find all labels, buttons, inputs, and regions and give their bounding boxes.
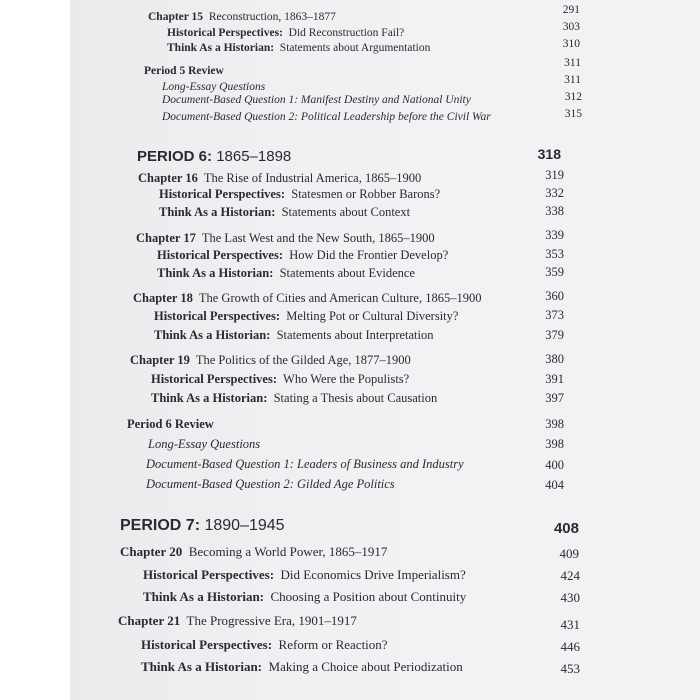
page-number: 319 <box>545 168 564 182</box>
page-number: 409 <box>559 546 579 561</box>
period-heading: PERIOD 7: 1890–1945 <box>120 517 285 534</box>
page-number: 404 <box>545 478 564 492</box>
toc-long-essay-questions: Long-Essay Questions <box>162 81 266 93</box>
page-number: 318 <box>537 146 561 162</box>
toc-historical-perspectives: Historical Perspectives: Who Were the Populists? <box>151 372 410 386</box>
page-number: 338 <box>545 204 564 218</box>
toc-historical-perspectives: Historical Perspectives: How Did the Frontier Develop? <box>157 248 449 262</box>
page-number: 311 <box>564 57 581 69</box>
page-number: 315 <box>564 108 582 120</box>
toc-think-as-historian: Think As a Historian: Statements about Interpretation <box>154 328 434 342</box>
page-number: 311 <box>564 74 581 86</box>
toc-think-as-historian: Think As a Historian: Making a Choice about Periodization <box>141 659 463 674</box>
toc-long-essay-questions: Long-Essay Questions <box>148 437 261 451</box>
toc-think-as-historian: Think As a Historian: Statements about Context <box>159 205 411 219</box>
toc-historical-perspectives: Historical Perspectives: Statesmen or Robber Barons? <box>159 187 441 201</box>
toc-think-as-historian: Think As a Historian: Statements about Evidence <box>157 266 415 280</box>
page-number: 339 <box>545 228 564 242</box>
page-number: 446 <box>560 639 580 654</box>
toc-document-based-question: Document-Based Question 2: Gilded Age Politics <box>146 477 395 491</box>
page-number: 291 <box>562 4 580 16</box>
page-number: 397 <box>545 391 564 405</box>
toc-chapter-20: Chapter 20 Becoming a World Power, 1865–1917 <box>120 544 388 559</box>
toc-period-review: Period 5 Review <box>144 65 224 77</box>
page-number: 453 <box>560 661 580 676</box>
toc-document-based-question: Document-Based Question 1: Manifest Destiny and National Unity <box>162 94 471 106</box>
page-number: 430 <box>560 590 580 605</box>
period-heading: PERIOD 6: 1865–1898 <box>137 148 292 165</box>
page-number: 360 <box>545 289 564 303</box>
toc-document-based-question: Document-Based Question 2: Political Leadership before the Civil War <box>162 111 491 123</box>
page-number: 332 <box>545 186 564 200</box>
page-number: 379 <box>545 328 564 342</box>
page-number: 408 <box>553 520 579 537</box>
toc-period-review: Period 6 Review <box>127 417 214 431</box>
toc-document-based-question: Document-Based Question 1: Leaders of Business and Industry <box>146 457 464 471</box>
toc-chapter-17: Chapter 17 The Last West and the New South, 1865–1900 <box>136 231 435 245</box>
page-number: 373 <box>545 308 564 322</box>
toc-think-as-historian: Think As a Historian: Choosing a Position about Continuity <box>143 589 467 604</box>
page-number: 359 <box>545 265 564 279</box>
page-number: 310 <box>562 38 580 50</box>
toc-chapter-19: Chapter 19 The Politics of the Gilded Age, 1877–1900 <box>130 353 411 367</box>
toc-chapter-15: Chapter 15 Reconstruction, 1863–1877 <box>148 11 336 23</box>
page-number: 398 <box>545 437 564 451</box>
page-number: 303 <box>562 21 580 33</box>
page-number: 398 <box>545 417 564 431</box>
toc-chapter-21: Chapter 21 The Progressive Era, 1901–1917 <box>118 613 357 628</box>
toc-think-as-historian: Think As a Historian: Statements about Argumentation <box>167 42 431 54</box>
toc-think-as-historian: Think As a Historian: Stating a Thesis about Causation <box>151 391 438 405</box>
table-of-contents-page <box>70 0 700 700</box>
page-number: 431 <box>560 617 580 632</box>
page-number: 424 <box>560 568 580 583</box>
page-number: 400 <box>545 458 564 472</box>
page-number: 353 <box>545 247 564 261</box>
page-number: 380 <box>545 352 564 366</box>
toc-historical-perspectives: Historical Perspectives: Did Reconstruction Fail? <box>167 27 405 39</box>
toc-historical-perspectives: Historical Perspectives: Melting Pot or Cultural Diversity? <box>154 309 459 323</box>
toc-historical-perspectives: Historical Perspectives: Reform or Reaction? <box>141 637 388 652</box>
toc-chapter-18: Chapter 18 The Growth of Cities and American Culture, 1865–1900 <box>133 291 482 305</box>
page-number: 391 <box>545 372 564 386</box>
toc-historical-perspectives: Historical Perspectives: Did Economics Drive Imperialism? <box>143 567 466 582</box>
toc-chapter-16: Chapter 16 The Rise of Industrial America, 1865–1900 <box>138 171 422 185</box>
page-number: 312 <box>564 91 582 103</box>
